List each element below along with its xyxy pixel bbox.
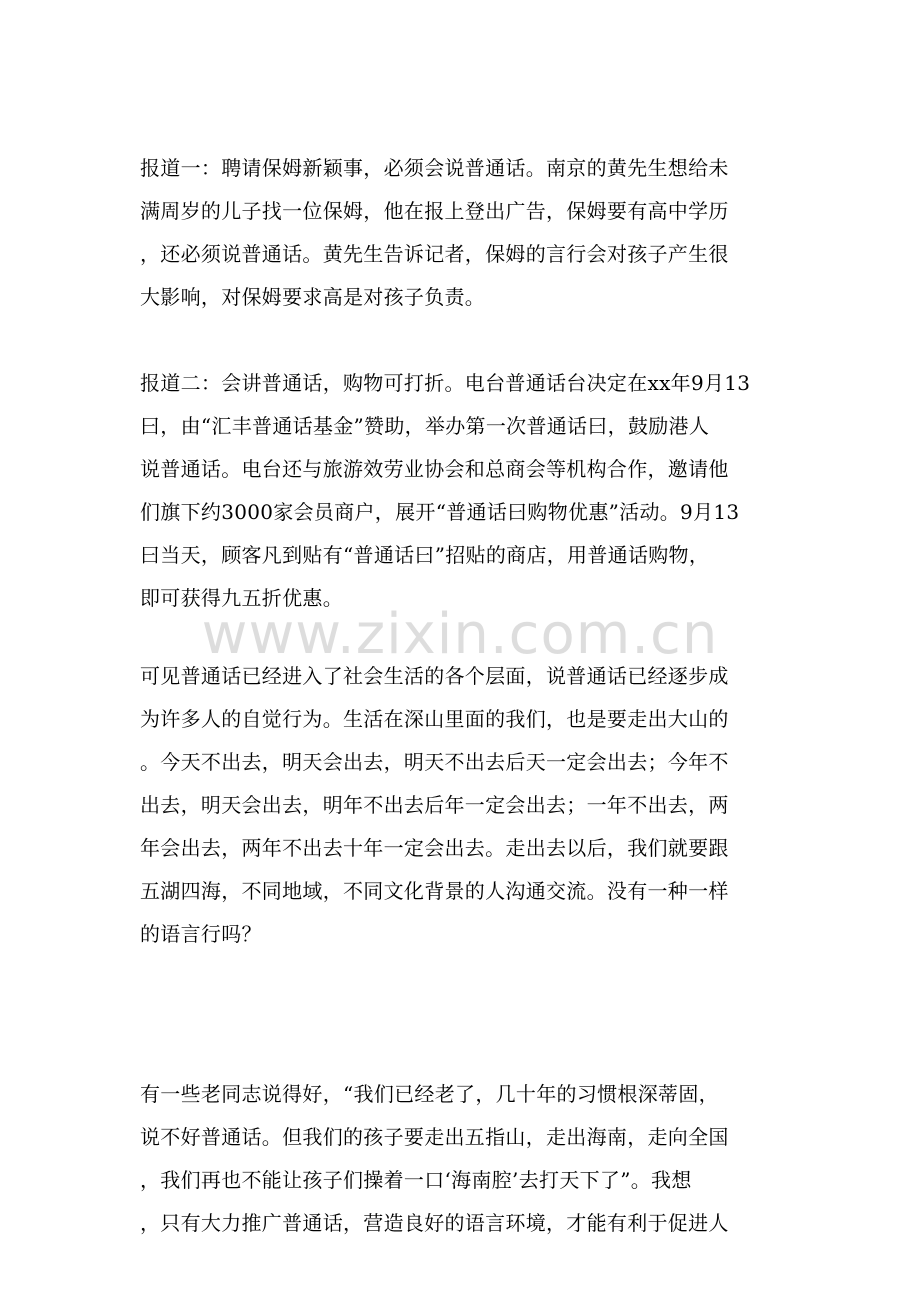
text-line: 大影响，对保姆要求高是对孩子负责。 <box>140 285 486 309</box>
text-line: ，只有大力推广普通话，营造良好的语言环境，才能有利于促进人 <box>140 1211 729 1235</box>
paragraph-elders-quote <box>140 1073 780 1245</box>
paragraph-observation <box>140 655 780 956</box>
text-line: ，我们再也不能让孩子们操着一口‘海南腔’去打天下了”。我想 <box>140 1168 692 1192</box>
paragraph-report-two <box>140 362 780 620</box>
watermark: www.zixin.com.cn <box>201 602 719 667</box>
text-line: 有一些老同志说得好，“我们已经老了，几十年的习惯根深蒂固， <box>140 1082 719 1106</box>
text-line: 年会出去，两年不出去十年一定会出去。走出去以后，我们就要跟 <box>140 836 729 860</box>
text-line: 们旗下约3000家会员商户，展开“普通话曰购物优惠”活动。9月13 <box>140 500 740 524</box>
text-line: 说不好普通话。但我们的孩子要走出五指山，走出海南，走向全国 <box>140 1125 729 1149</box>
text-line: 曰，由“汇丰普通话基金”赞助，举办第一次普通话曰，鼓励港人 <box>140 414 710 438</box>
text-line: 为许多人的自觉行为。生活在深山里面的我们，也是要走出大山的 <box>140 707 729 731</box>
text-line: 报道二：会讲普通话，购物可打折。电台普通话台决定在xx年9月13 <box>140 371 751 395</box>
paragraph-report-one <box>140 147 780 319</box>
text-line: ，还必须说普通话。黄先生告诉记者，保姆的言行会对孩子产生很 <box>140 242 729 266</box>
text-line: 报道一：聘请保姆新颖事，必须会说普通话。南京的黄先生想给未 <box>140 156 729 180</box>
text-line: 的语言行吗？ <box>140 922 262 946</box>
text-line: 曰当天，顾客凡到贴有“普通话曰”招贴的商店，用普通话购物， <box>140 543 710 567</box>
text-line: 说普通话。电台还与旅游效劳业协会和总商会等机构合作，邀请他 <box>140 457 729 481</box>
text-line: 即可获得九五折优惠。 <box>140 586 343 610</box>
text-line: 可见普通话已经进入了社会生活的各个层面，说普通话已经逐步成 <box>140 664 729 688</box>
text-line: 满周岁的儿子找一位保姆，他在报上登出广告，保姆要有高中学历 <box>140 199 729 223</box>
text-line: 出去，明天会出去，明年不出去后年一定会出去；一年不出去，两 <box>140 793 729 817</box>
text-line: 五湖四海，不同地域，不同文化背景的人沟通交流。没有一种一样 <box>140 879 729 903</box>
text-line: 。今天不出去，明天会出去，明天不出去后天一定会出去；今年不 <box>140 750 729 774</box>
